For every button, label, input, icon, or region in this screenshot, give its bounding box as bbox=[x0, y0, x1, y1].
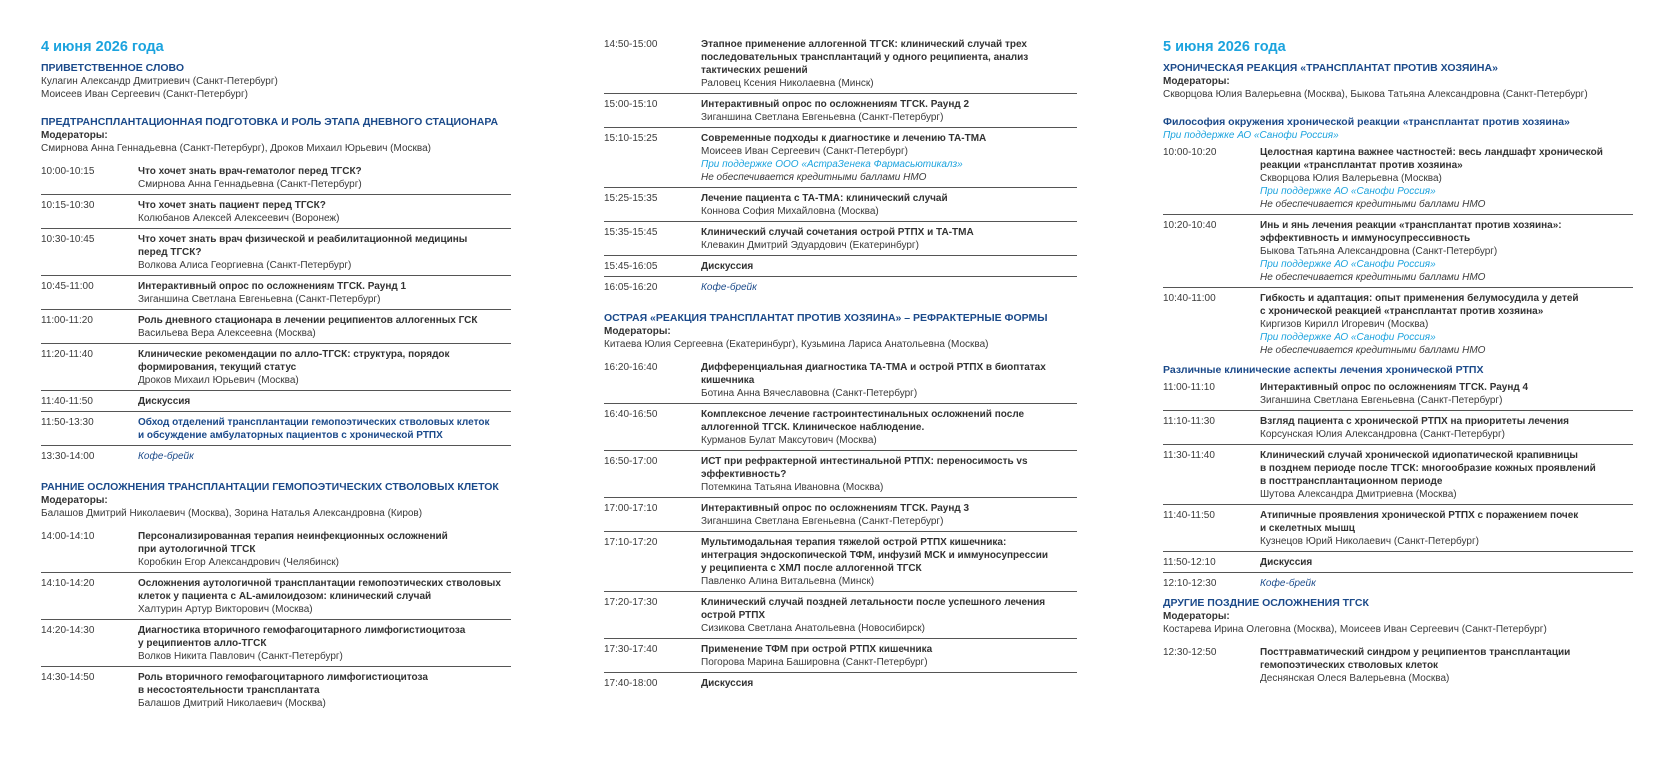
speaker: Зиганшина Светлана Евгеньевна (Санкт-Петербург) bbox=[701, 112, 944, 123]
talk-title: Взгляд пациента с хронической РТПХ на приоритеты лечения bbox=[1260, 416, 1569, 427]
talk-title: Интерактивный опрос по осложнениям ТГСК. Раунд 2 bbox=[701, 99, 970, 110]
talk-title: Дифференциальная диагностика ТА-ТМА и острой РТПХ в биоптатах bbox=[701, 362, 1046, 373]
time-slot: 17:20-17:30 bbox=[604, 597, 658, 608]
schedule-row bbox=[1163, 215, 1633, 288]
schedule-row bbox=[604, 357, 1077, 404]
schedule-row bbox=[41, 195, 511, 229]
program-section bbox=[604, 34, 1077, 297]
moderator-names: Костарева Ирина Олеговна (Москва), Моисеев Иван Сергеевич (Санкт-Петербург) bbox=[1163, 624, 1547, 635]
speaker: Моисеев Иван Сергеевич (Санкт-Петербург) bbox=[701, 146, 908, 157]
sponsor-line: При поддержке ООО «АстраЗенека Фармасьютикалз» bbox=[701, 159, 963, 170]
speaker: Сизикова Светлана Анатольевна (Новосибирск) bbox=[701, 623, 926, 634]
schedule-row bbox=[1163, 377, 1633, 411]
moderators-label: Модераторы: bbox=[41, 495, 108, 506]
talk-title: Инь и янь лечения реакции «трансплантат против хозяина»: bbox=[1260, 220, 1562, 231]
talk-title: Клинический случай сочетания острой РТПХ и ТА-ТМА bbox=[701, 227, 974, 238]
talk-details bbox=[138, 233, 511, 272]
section-intro bbox=[41, 494, 511, 520]
schedule-row bbox=[604, 532, 1077, 592]
speaker: Зиганшина Светлана Евгеньевна (Санкт-Петербург) bbox=[701, 516, 944, 527]
time-slot: 10:45-11:00 bbox=[41, 281, 94, 292]
section-intro bbox=[41, 75, 511, 101]
cme-note: Не обеспечивается кредитными баллами НМО bbox=[1260, 272, 1486, 283]
schedule-row bbox=[604, 673, 1077, 693]
time-slot: 16:20-16:40 bbox=[604, 362, 658, 373]
speaker: Волков Никита Павлович (Санкт-Петербург) bbox=[138, 651, 343, 662]
speaker: Павленко Алина Витальевна (Минск) bbox=[701, 576, 875, 587]
talk-title: в позднем периоде после ТГСК: многообразие кожных проявлений bbox=[1260, 463, 1596, 474]
schedule-row bbox=[604, 188, 1077, 222]
speaker: Волкова Алиса Георгиевна (Санкт-Петербург) bbox=[138, 260, 352, 271]
schedule-row bbox=[1163, 445, 1633, 505]
moderators-label: Модераторы: bbox=[604, 326, 671, 337]
speaker: Коробкин Егор Александрович (Челябинск) bbox=[138, 557, 339, 568]
time-slot: 11:50-13:30 bbox=[41, 417, 94, 428]
talk-title: Целостная картина важнее частностей: весь ландшафт хронической bbox=[1260, 147, 1603, 158]
talk-title: последовательных трансплантаций у одного реципиента, анализ bbox=[701, 52, 1029, 63]
time-slot: 15:35-15:45 bbox=[604, 227, 658, 238]
talk-details bbox=[138, 450, 511, 463]
schedule-row bbox=[1163, 411, 1633, 445]
talk-title: Дискуссия bbox=[701, 678, 754, 689]
talk-details bbox=[701, 677, 1077, 690]
talk-title: ИСТ при рефрактерной интестинальной РТПХ: переносимость vs bbox=[701, 456, 1028, 467]
speaker: Погорова Марина Башировна (Санкт-Петербург) bbox=[701, 657, 928, 668]
cme-note: Не обеспечивается кредитными баллами НМО bbox=[1260, 345, 1486, 356]
sponsor-line: При поддержке АО «Санофи Россия» bbox=[1260, 186, 1436, 197]
talk-details bbox=[701, 192, 1077, 218]
talk-title: Что хочет знать врач физической и реабилитационной медицины bbox=[138, 234, 468, 245]
talk-title: кишечника bbox=[701, 375, 755, 386]
talk-details bbox=[138, 165, 511, 191]
schedule-row bbox=[604, 639, 1077, 673]
speaker: Быкова Татьяна Александровна (Санкт-Петербург) bbox=[1260, 246, 1498, 257]
moderators-label: Модераторы: bbox=[1163, 76, 1230, 87]
talk-details bbox=[1260, 646, 1633, 685]
section-heading: Философия окружения хронической реакции «трансплантат против хозяина» bbox=[1163, 116, 1570, 128]
talk-title: Что хочет знать пациент перед ТГСК? bbox=[138, 200, 326, 211]
time-slot: 14:10-14:20 bbox=[41, 578, 95, 589]
talk-title: перед ТГСК? bbox=[138, 247, 202, 258]
program-section bbox=[41, 481, 511, 713]
talk-title: Посттравматический синдром у реципиентов трансплантации bbox=[1260, 647, 1571, 658]
schedule-row bbox=[41, 412, 511, 446]
talk-title: Интерактивный опрос по осложнениям ТГСК. Раунд 3 bbox=[701, 503, 970, 514]
section-intro bbox=[1163, 75, 1633, 101]
time-slot: 16:50-17:00 bbox=[604, 456, 658, 467]
schedule-row bbox=[41, 276, 511, 310]
talk-title: Роль дневного стационара в лечении реципиентов аллогенных ГСК bbox=[138, 315, 478, 326]
talk-details bbox=[701, 132, 1077, 184]
speaker: Деснянская Олеся Валерьевна (Москва) bbox=[1260, 673, 1450, 684]
talk-details bbox=[138, 395, 511, 408]
coffee-break: Кофе-брейк bbox=[1260, 578, 1316, 589]
time-slot: 11:30-11:40 bbox=[1163, 450, 1215, 461]
time-slot: 15:10-15:25 bbox=[604, 133, 658, 144]
talk-details bbox=[701, 98, 1077, 124]
time-slot: 10:00-10:15 bbox=[41, 166, 95, 177]
schedule-row bbox=[604, 404, 1077, 451]
talk-title: гемопоэтических стволовых клеток bbox=[1260, 660, 1439, 671]
schedule-row bbox=[604, 128, 1077, 188]
talk-title: Что хочет знать врач-гематолог перед ТГСК? bbox=[138, 166, 362, 177]
talk-title: Гибкость и адаптация: опыт применения белумосудила у детей bbox=[1260, 293, 1579, 304]
speaker: Дроков Михаил Юрьевич (Москва) bbox=[138, 375, 299, 386]
schedule-row bbox=[41, 667, 511, 713]
speaker: Раловец Ксения Николаевна (Минск) bbox=[701, 78, 874, 89]
time-slot: 14:30-14:50 bbox=[41, 672, 95, 683]
schedule-row bbox=[1163, 552, 1633, 573]
coffee-break: Кофе-брейк bbox=[701, 282, 757, 293]
talk-details bbox=[1260, 381, 1633, 407]
program-section bbox=[1163, 364, 1633, 593]
talk-details bbox=[1260, 449, 1633, 501]
talk-title: эффективность? bbox=[701, 469, 787, 480]
talk-details bbox=[701, 408, 1077, 447]
schedule-row bbox=[41, 446, 511, 466]
time-slot: 17:40-18:00 bbox=[604, 678, 658, 689]
program-section bbox=[1163, 62, 1633, 101]
talk-details bbox=[138, 314, 511, 340]
schedule-row bbox=[604, 222, 1077, 256]
time-slot: 11:50-12:10 bbox=[1163, 557, 1216, 568]
talk-title: с хронической реакцией «трансплантат против хозяина» bbox=[1260, 306, 1544, 317]
talk-title: острой РТПХ bbox=[701, 610, 766, 621]
time-slot: 10:00-10:20 bbox=[1163, 147, 1217, 158]
speaker: Корсунская Юлия Александровна (Санкт-Петербург) bbox=[1260, 429, 1505, 440]
talk-details bbox=[701, 226, 1077, 252]
time-slot: 14:20-14:30 bbox=[41, 625, 95, 636]
talk-title: тактических решений bbox=[701, 65, 808, 76]
talk-title: Дискуссия bbox=[701, 261, 754, 272]
section-intro bbox=[604, 325, 1077, 351]
schedule-row bbox=[604, 34, 1077, 94]
moderator-names: Балашов Дмитрий Николаевич (Москва), Зорина Наталья Александровна (Киров) bbox=[41, 508, 423, 519]
speaker: Скворцова Юлия Валерьевна (Москва) bbox=[1260, 173, 1442, 184]
time-slot: 11:00-11:20 bbox=[41, 315, 93, 326]
section-heading: ДРУГИЕ ПОЗДНИЕ ОСЛОЖНЕНИЯ ТГСК bbox=[1163, 597, 1369, 609]
talk-details bbox=[138, 577, 511, 616]
section-heading: ОСТРАЯ «РЕАКЦИЯ ТРАНСПЛАНТАТ ПРОТИВ ХОЗЯИНА» – РЕФРАКТЕРНЫЕ ФОРМЫ bbox=[604, 312, 1048, 324]
time-slot: 10:40-11:00 bbox=[1163, 293, 1216, 304]
time-slot: 11:10-11:30 bbox=[1163, 416, 1215, 427]
column-day1-afternoon bbox=[604, 34, 1077, 708]
talk-details bbox=[701, 281, 1077, 294]
schedule-row bbox=[604, 94, 1077, 128]
schedule-row bbox=[41, 526, 511, 573]
schedule-row bbox=[41, 573, 511, 620]
schedule-row bbox=[41, 229, 511, 276]
time-slot: 10:20-10:40 bbox=[1163, 220, 1217, 231]
talk-title: Современные подходы к диагностике и лечению ТА-ТМА bbox=[701, 133, 987, 144]
moderators-label: Модераторы: bbox=[1163, 611, 1230, 622]
time-slot: 14:00-14:10 bbox=[41, 531, 95, 542]
speaker: Ботина Анна Вячеславовна (Санкт-Петербург) bbox=[701, 388, 918, 399]
talk-title: и скелетных мышц bbox=[1260, 523, 1355, 534]
talk-title: Комплексное лечение гастроинтестинальных осложнений после bbox=[701, 409, 1025, 420]
program-section bbox=[604, 312, 1077, 693]
time-slot: 17:10-17:20 bbox=[604, 537, 658, 548]
talk-title: Осложнения аутологичной трансплантации гемопоэтических стволовых bbox=[138, 578, 501, 589]
program-section bbox=[41, 62, 511, 101]
talk-title: реакции «трансплантат против хозяина» bbox=[1260, 160, 1463, 171]
moderator-names: Китаева Юлия Сергеевна (Екатеринбург), Кузьмина Лариса Анатольевна (Москва) bbox=[604, 339, 989, 350]
talk-details bbox=[1260, 219, 1633, 284]
sponsor-line: При поддержке АО «Санофи Россия» bbox=[1260, 332, 1436, 343]
talk-details bbox=[138, 671, 511, 710]
talk-details bbox=[701, 455, 1077, 494]
talk-details bbox=[1260, 556, 1633, 569]
speaker: Курманов Булат Максутович (Москва) bbox=[701, 435, 877, 446]
schedule-row bbox=[604, 256, 1077, 277]
time-slot: 13:30-14:00 bbox=[41, 451, 95, 462]
section-heading: ХРОНИЧЕСКАЯ РЕАКЦИЯ «ТРАНСПЛАНТАТ ПРОТИВ ХОЗЯИНА» bbox=[1163, 62, 1498, 74]
time-slot: 12:10-12:30 bbox=[1163, 578, 1217, 589]
talk-title: Интерактивный опрос по осложнениям ТГСК. Раунд 1 bbox=[138, 281, 407, 292]
talk-title: и обсуждение амбулаторных пациентов с хронической РТПХ bbox=[138, 430, 443, 441]
time-slot: 11:40-11:50 bbox=[1163, 510, 1215, 521]
schedule-row bbox=[1163, 505, 1633, 552]
section-heading: ПРИВЕТСТВЕННОЕ СЛОВО bbox=[41, 62, 185, 74]
program-section bbox=[41, 116, 511, 466]
program-section bbox=[1163, 116, 1633, 360]
schedule-row bbox=[41, 344, 511, 391]
speaker: Смирнова Анна Геннадьевна (Санкт-Петербург) bbox=[138, 179, 362, 190]
time-slot: 17:00-17:10 bbox=[604, 503, 658, 514]
talk-title: Клинические рекомендации по алло-ТГСК: структура, порядок bbox=[138, 349, 450, 360]
cme-note: Не обеспечивается кредитными баллами НМО bbox=[701, 172, 927, 183]
talk-title: клеток у пациента с AL-амилоидозом: клинический случай bbox=[138, 591, 432, 602]
talk-details bbox=[1260, 292, 1633, 357]
speaker: Потемкина Татьяна Ивановна (Москва) bbox=[701, 482, 884, 493]
schedule-row bbox=[604, 451, 1077, 498]
talk-details bbox=[701, 536, 1077, 588]
time-slot: 14:50-15:00 bbox=[604, 39, 658, 50]
speaker: Клевакин Дмитрий Эдуардович (Екатеринбург) bbox=[701, 240, 919, 251]
time-slot: 12:30-12:50 bbox=[1163, 647, 1217, 658]
talk-title: при аутологичной ТГСК bbox=[138, 544, 256, 555]
speaker: Кузнецов Юрий Николаевич (Санкт-Петербург) bbox=[1260, 536, 1479, 547]
time-slot: 17:30-17:40 bbox=[604, 644, 658, 655]
schedule-row bbox=[1163, 142, 1633, 215]
speaker: Зиганшина Светлана Евгеньевна (Санкт-Петербург) bbox=[138, 294, 381, 305]
talk-title: Обход отделений трансплантации гемопоэтических стволовых клеток bbox=[138, 417, 490, 428]
time-slot: 16:05-16:20 bbox=[604, 282, 658, 293]
moderator-names: Кулагин Александр Дмитриевич (Санкт-Петербург) bbox=[41, 76, 278, 87]
talk-title: у реципиента с ХМЛ после аллогенной ТГСК bbox=[701, 563, 922, 574]
talk-title: Дискуссия bbox=[138, 396, 191, 407]
talk-details bbox=[1260, 415, 1633, 441]
talk-details bbox=[138, 348, 511, 387]
talk-details bbox=[701, 596, 1077, 635]
moderators-label: Модераторы: bbox=[41, 130, 108, 141]
coffee-break: Кофе-брейк bbox=[138, 451, 194, 462]
talk-title: Этапное применение аллогенной ТГСК: клинический случай трех bbox=[701, 39, 1027, 50]
section-intro bbox=[1163, 610, 1633, 636]
talk-title: Мультимодальная терапия тяжелой острой РТПХ кишечника: bbox=[701, 537, 1007, 548]
talk-title: у реципиентов алло-ТГСК bbox=[138, 638, 267, 649]
schedule-row bbox=[1163, 642, 1633, 688]
time-slot: 15:45-16:05 bbox=[604, 261, 658, 272]
moderator-names: Смирнова Анна Геннадьевна (Санкт-Петербург), Дроков Михаил Юрьевич (Москва) bbox=[41, 143, 431, 154]
sponsor-line: При поддержке АО «Санофи Россия» bbox=[1260, 259, 1436, 270]
sponsor-line: При поддержке АО «Санофи Россия» bbox=[1163, 130, 1339, 141]
moderator-names: Скворцова Юлия Валерьевна (Москва), Быкова Татьяна Александровна (Санкт-Петербург) bbox=[1163, 89, 1588, 100]
program-section bbox=[1163, 597, 1633, 688]
talk-details bbox=[701, 260, 1077, 273]
moderator-names: Моисеев Иван Сергеевич (Санкт-Петербург) bbox=[41, 89, 248, 100]
day-heading: 5 июня 2026 года bbox=[1163, 39, 1286, 55]
talk-details bbox=[138, 416, 511, 442]
speaker: Балашов Дмитрий Николаевич (Москва) bbox=[138, 698, 326, 709]
schedule-row bbox=[41, 161, 511, 195]
talk-title: Роль вторичного гемофагоцитарного лимфогистиоцитоза bbox=[138, 672, 428, 683]
speaker: Зиганшина Светлана Евгеньевна (Санкт-Петербург) bbox=[1260, 395, 1503, 406]
time-slot: 11:20-11:40 bbox=[41, 349, 93, 360]
talk-title: интеграция эндоскопической ТФМ, инфузий МСК и иммуносупрессии bbox=[701, 550, 1049, 561]
time-slot: 11:40-11:50 bbox=[41, 396, 93, 407]
talk-details bbox=[701, 643, 1077, 669]
talk-details bbox=[138, 624, 511, 663]
schedule-row bbox=[604, 592, 1077, 639]
speaker: Халтурин Артур Викторович (Москва) bbox=[138, 604, 313, 615]
talk-title: в посттрансплантационном периоде bbox=[1260, 476, 1443, 487]
cme-note: Не обеспечивается кредитными баллами НМО bbox=[1260, 199, 1486, 210]
talk-title: Персонализированная терапия неинфекционных осложнений bbox=[138, 531, 448, 542]
schedule-row bbox=[1163, 288, 1633, 360]
talk-details bbox=[701, 38, 1077, 90]
schedule-row bbox=[1163, 573, 1633, 593]
schedule-row bbox=[604, 277, 1077, 297]
talk-details bbox=[138, 280, 511, 306]
talk-title: Клинический случай хронической идиопатической крапивницы bbox=[1260, 450, 1578, 461]
schedule-row bbox=[41, 310, 511, 344]
talk-title: Лечение пациента с ТА-ТМА: клинический случай bbox=[701, 193, 948, 204]
talk-details bbox=[138, 199, 511, 225]
time-slot: 15:00-15:10 bbox=[604, 99, 658, 110]
column-day1-morning bbox=[41, 38, 511, 728]
section-heading: ПРЕДТРАНСПЛАНТАЦИОННАЯ ПОДГОТОВКА И РОЛЬ ЭТАПА ДНЕВНОГО СТАЦИОНАРА bbox=[41, 116, 499, 128]
talk-details bbox=[701, 361, 1077, 400]
time-slot: 10:15-10:30 bbox=[41, 200, 95, 211]
talk-title: аллогенной ТГСК. Клиническое наблюдение. bbox=[701, 422, 925, 433]
talk-title: Атипичные проявления хронической РТПХ с поражением почек bbox=[1260, 510, 1579, 521]
time-slot: 10:30-10:45 bbox=[41, 234, 95, 245]
column-day2 bbox=[1163, 38, 1633, 703]
schedule-row bbox=[41, 620, 511, 667]
talk-title: в несостоятельности трансплантата bbox=[138, 685, 320, 696]
talk-details bbox=[1260, 509, 1633, 548]
time-slot: 15:25-15:35 bbox=[604, 193, 658, 204]
day-heading: 4 июня 2026 года bbox=[41, 39, 164, 55]
talk-title: эффективность и иммуносупрессивность bbox=[1260, 233, 1471, 244]
speaker: Колюбанов Алексей Алексеевич (Воронеж) bbox=[138, 213, 340, 224]
section-heading: Различные клинические аспекты лечения хронической РТПХ bbox=[1163, 364, 1484, 376]
talk-details bbox=[1260, 146, 1633, 211]
schedule-row bbox=[41, 391, 511, 412]
time-slot: 16:40-16:50 bbox=[604, 409, 658, 420]
talk-title: Интерактивный опрос по осложнениям ТГСК. Раунд 4 bbox=[1260, 382, 1529, 393]
talk-details bbox=[1260, 577, 1633, 590]
speaker: Шутова Александра Дмитриевна (Москва) bbox=[1260, 489, 1457, 500]
talk-title: формирования, текущий статус bbox=[138, 362, 297, 373]
schedule-row bbox=[604, 498, 1077, 532]
talk-details bbox=[701, 502, 1077, 528]
talk-title: Диагностика вторичного гемофагоцитарного лимфогистиоцитоза bbox=[138, 625, 466, 636]
talk-title: Клинический случай поздней летальности после успешного лечения bbox=[701, 597, 1046, 608]
time-slot: 11:00-11:10 bbox=[1163, 382, 1215, 393]
talk-title: Дискуссия bbox=[1260, 557, 1313, 568]
speaker: Васильева Вера Алексеевна (Москва) bbox=[138, 328, 316, 339]
section-intro bbox=[41, 129, 511, 155]
section-heading: РАННИЕ ОСЛОЖНЕНИЯ ТРАНСПЛАНТАЦИИ ГЕМОПОЭТИЧЕСКИХ СТВОЛОВЫХ КЛЕТОК bbox=[41, 481, 499, 493]
talk-details bbox=[138, 530, 511, 569]
speaker: Коннова София Михайловна (Москва) bbox=[701, 206, 879, 217]
speaker: Киргизов Кирилл Игоревич (Москва) bbox=[1260, 319, 1429, 330]
talk-title: Применение ТФМ при острой РТПХ кишечника bbox=[701, 644, 933, 655]
